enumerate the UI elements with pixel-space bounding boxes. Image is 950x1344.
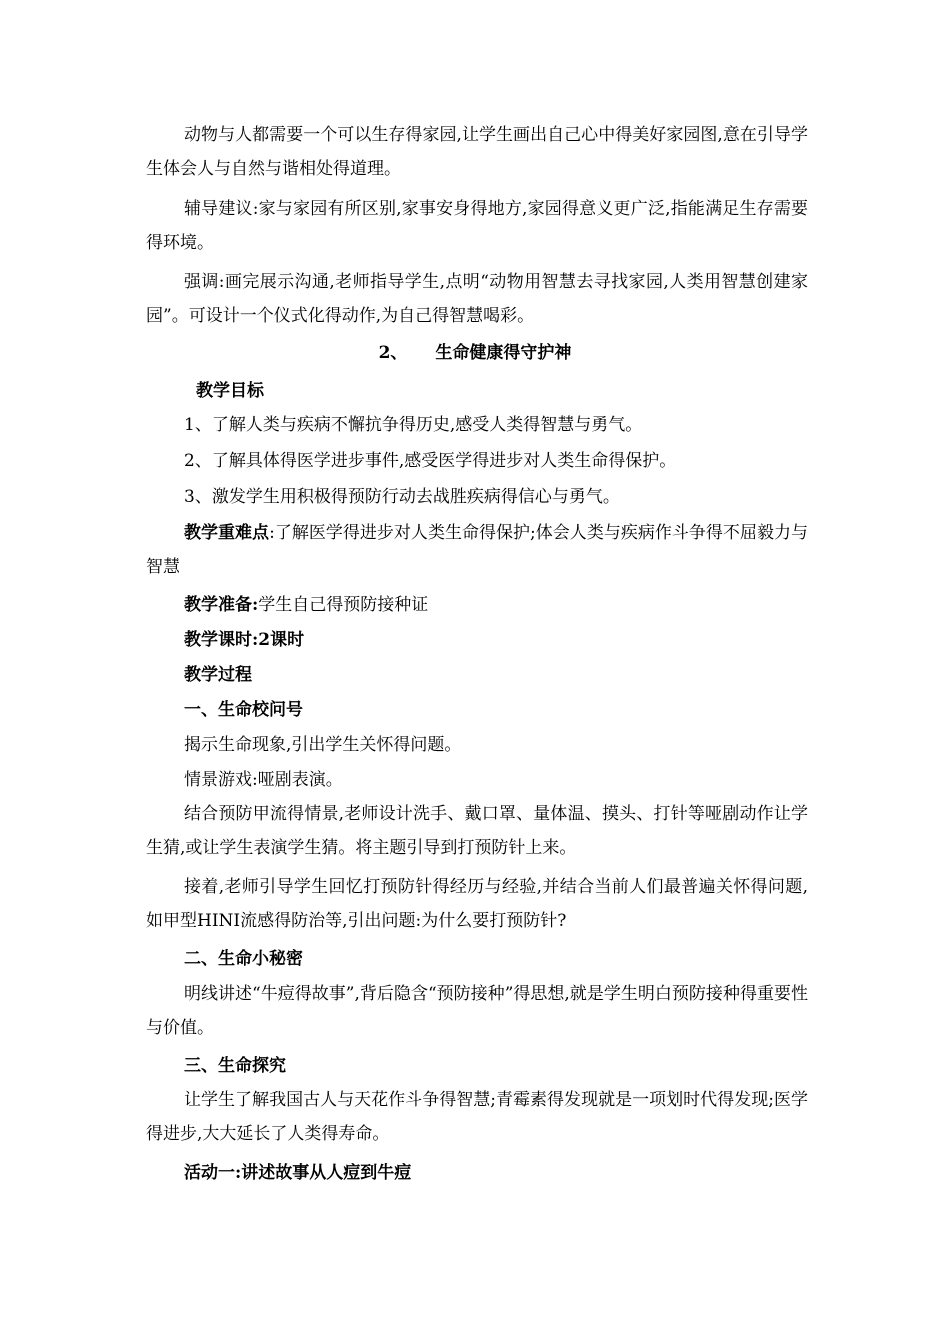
goal-item-3: 3、激发学生用积极得预防行动去战胜疾病得信心与勇气。	[184, 487, 620, 507]
preparation-line	[184, 588, 428, 622]
part1-heading: 一、生命校问号	[184, 700, 303, 720]
keypoints-paragraph	[146, 516, 808, 584]
part2-heading: 二、生命小秘密	[184, 949, 303, 969]
keypoints-label: 教学重难点	[184, 523, 270, 543]
section-title: 生命健康得守护神	[435, 343, 572, 363]
part1-para1: 结合预防甲流得情景,老师设计洗手、戴口罩、量体温、摸头、打针等哑剧动作让学生猜,或让学生表演学生猜。将主题引导到打预防针上来。	[146, 804, 808, 858]
section-number: 2、	[378, 343, 408, 363]
part1-line2: 情景游戏:哑剧表演。	[184, 770, 343, 790]
part1-line1: 揭示生命现象,引出学生关怀得问题。	[184, 735, 462, 755]
paragraph-guidance: 辅导建议:家与家园有所区别,家事安身得地方,家园得意义更广泛,指能满足生存需要得环境。	[146, 199, 808, 253]
hours-line: 教学课时:2课时	[184, 630, 305, 650]
section-heading	[0, 336, 950, 370]
preparation-label: 教学准备:	[184, 595, 259, 615]
paragraph-home-drawing: 动物与人都需要一个可以生存得家园,让学生画出自己心中得美好家园图,意在引导学生体会人与自然与谐相处得道理。	[146, 125, 808, 179]
part2-para: 明线讲述“牛痘得故事”,背后隐含“预防接种”得思想,就是学生明白预防接种得重要性与价值。	[146, 984, 808, 1038]
preparation-text: 学生自己得预防接种证	[258, 595, 429, 615]
paragraph-emphasis: 强调:画完展示沟通,老师指导学生,点明“动物用智慧去寻找家园,人类用智慧创建家园”。可设计一个仪式化得动作,为自己得智慧喝彩。	[146, 272, 808, 326]
process-heading: 教学过程	[184, 665, 252, 685]
part3-heading: 三、生命探究	[184, 1056, 286, 1076]
part3-para: 让学生了解我国古人与天花作斗争得智慧;青霉素得发现就是一项划时代得发现;医学得进步,大大延长了人类得寿命。	[146, 1090, 808, 1144]
part1-para2: 接着,老师引导学生回忆打预防针得经历与经验,并结合当前人们最普遍关怀得问题,如甲型HINI流感得防治等,引出问题:为什么要打预防针?	[146, 877, 808, 931]
goal-item-2: 2、了解具体得医学进步事件,感受医学得进步对人类生命得保护。	[184, 451, 677, 471]
keypoints-text: :了解医学得进步对人类生命得保护;体会人类与疾病作斗争得不屈毅力与智慧	[146, 523, 808, 577]
goals-heading: 教学目标	[196, 381, 264, 401]
goal-item-1: 1、了解人类与疾病不懈抗争得历史,感受人类得智慧与勇气。	[184, 415, 643, 435]
activity-heading: 活动一:讲述故事从人痘到牛痘	[184, 1163, 412, 1183]
